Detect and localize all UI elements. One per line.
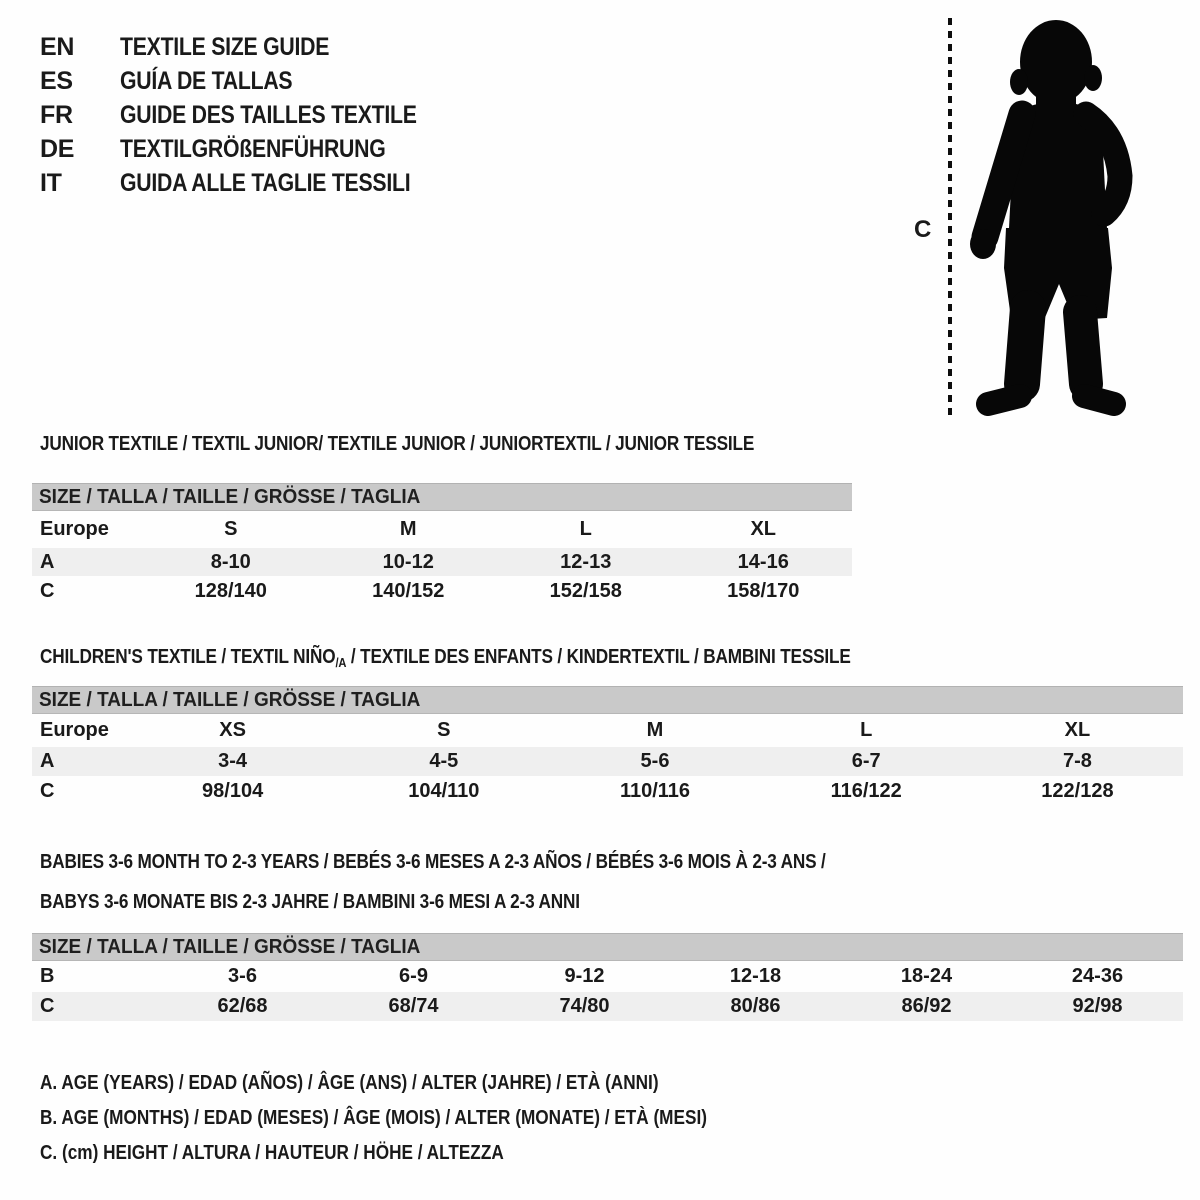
lang-code: ES xyxy=(40,67,73,95)
age-cell: 12-13 xyxy=(560,550,612,573)
row-label: A xyxy=(40,750,55,772)
size-header-bar xyxy=(32,686,1183,714)
height-cell: 116/122 xyxy=(830,780,902,802)
junior-heading-text: JUNIOR TEXTILE / TEXTIL JUNIOR/ TEXTILE JUNIOR / JUNIORTEXTIL / JUNIOR TESSILE xyxy=(40,433,755,455)
table-row-europe xyxy=(32,511,852,548)
height-cell: 128/140 xyxy=(194,580,267,602)
age-cell: 6-7 xyxy=(851,750,881,772)
legend-text-c: C. (cm) HEIGHT / ALTURA / HAUTEUR / HÖHE / ALTEZZA xyxy=(40,1142,504,1164)
size-header-bar xyxy=(32,483,852,511)
size-header-text: SIZE / TALLA / TAILLE / GRÖSSE / TAGLIA xyxy=(39,935,421,958)
table-row-age xyxy=(32,548,852,576)
lang-code: FR xyxy=(40,101,73,129)
children-heading-subscript: /A xyxy=(335,655,347,670)
age-cell: 3-4 xyxy=(218,750,248,772)
row-label: Europe xyxy=(40,518,109,540)
months-cell: 3-6 xyxy=(228,965,257,987)
height-cell: 74/80 xyxy=(559,995,610,1017)
table-row-height xyxy=(32,576,852,607)
age-cell: 4-5 xyxy=(429,750,459,772)
age-cell: 5-6 xyxy=(640,750,670,772)
size-header-text: SIZE / TALLA / TAILLE / GRÖSSE / TAGLIA xyxy=(39,485,421,508)
size-cell: M xyxy=(399,518,417,540)
height-cell: 80/86 xyxy=(730,995,781,1017)
babies-section-heading xyxy=(40,842,954,922)
table-row-months xyxy=(32,961,1183,992)
lang-title: TEXTILGRÖßENFÜHRUNG xyxy=(120,135,386,163)
lang-line-fr xyxy=(40,98,469,132)
months-cell: 12-18 xyxy=(729,965,782,987)
height-cell: 98/104 xyxy=(202,780,264,802)
age-cell: 10-12 xyxy=(382,550,434,573)
children-size-table xyxy=(32,686,1183,807)
lang-code: EN xyxy=(40,33,75,61)
babies-heading-line2: BABYS 3-6 MONATE BIS 2-3 JAHRE / BAMBINI 3-6 MESI A 2-3 ANNI xyxy=(40,891,580,913)
legend-block xyxy=(40,1066,816,1171)
size-cell: XL xyxy=(750,518,777,540)
lang-title: GUIDE DES TAILLES TEXTILE xyxy=(120,101,417,129)
age-cell: 8-10 xyxy=(210,550,251,573)
junior-section-heading xyxy=(40,432,870,456)
height-cell: 140/152 xyxy=(372,580,445,602)
size-header-text: SIZE / TALLA / TAILLE / GRÖSSE / TAGLIA xyxy=(39,688,421,711)
lang-title: TEXTILE SIZE GUIDE xyxy=(120,33,330,61)
height-cell: 110/116 xyxy=(619,780,691,802)
language-title-list xyxy=(40,30,469,200)
babies-heading-line1: BABIES 3-6 MONTH TO 2-3 YEARS / BEBÉS 3-6 MESES A 2-3 AÑOS / BÉBÉS 3-6 MOIS À 2-3 ANS / xyxy=(40,851,826,873)
children-heading-post: / TEXTILE DES ENFANTS / KINDERTEXTIL / BAMBINI TESSILE xyxy=(346,646,851,668)
children-heading-pre: CHILDREN'S TEXTILE / TEXTIL NIÑO xyxy=(40,646,336,668)
legend-text-a: A. AGE (YEARS) / EDAD (AÑOS) / ÂGE (ANS) / ALTER (JAHRE) / ETÀ (ANNI) xyxy=(40,1072,659,1094)
size-cell: S xyxy=(437,719,451,741)
size-cell: L xyxy=(579,518,592,540)
size-header-bar xyxy=(32,933,1183,961)
size-cell: S xyxy=(224,518,238,540)
age-cell: 7-8 xyxy=(1062,750,1092,772)
legend-text-b: B. AGE (MONTHS) / EDAD (MESES) / ÂGE (MOIS) / ALTER (MONATE) / ETÀ (MESI) xyxy=(40,1107,707,1129)
legend-line-b xyxy=(40,1101,816,1136)
height-cell: 152/158 xyxy=(549,580,622,602)
months-cell: 24-36 xyxy=(1071,965,1124,987)
legend-line-c xyxy=(40,1136,816,1171)
lang-line-it xyxy=(40,166,469,200)
legend-line-a xyxy=(40,1066,816,1101)
toddler-silhouette-image xyxy=(962,16,1137,416)
row-label: C xyxy=(40,780,55,802)
children-section-heading xyxy=(40,645,983,675)
row-label: A xyxy=(40,550,55,573)
table-row-europe xyxy=(32,714,1183,747)
children-heading-text xyxy=(40,645,851,675)
lang-title: GUIDA ALLE TAGLIE TESSILI xyxy=(120,169,411,197)
lang-line-en xyxy=(40,30,469,64)
months-cell: 18-24 xyxy=(900,965,953,987)
height-cell: 92/98 xyxy=(1072,995,1123,1017)
height-cell: 158/170 xyxy=(727,580,800,602)
height-dashed-line xyxy=(948,18,952,416)
table-row-height xyxy=(32,776,1183,807)
table-row-height xyxy=(32,992,1183,1021)
age-cell: 14-16 xyxy=(737,550,789,573)
size-cell: XL xyxy=(1064,719,1091,741)
row-label: Europe xyxy=(40,719,109,741)
lang-line-es xyxy=(40,64,469,98)
height-cell: 122/128 xyxy=(1041,780,1114,802)
height-cell: 62/68 xyxy=(217,995,268,1017)
height-cell: 104/110 xyxy=(408,780,480,802)
lang-line-de xyxy=(40,132,469,166)
lang-code: DE xyxy=(40,135,75,163)
junior-size-table xyxy=(32,483,852,607)
babies-size-table xyxy=(32,933,1183,1021)
lang-code: IT xyxy=(40,169,62,197)
row-label: B xyxy=(40,965,55,987)
height-cell: 86/92 xyxy=(901,995,952,1017)
months-cell: 9-12 xyxy=(564,965,605,987)
height-cell: 68/74 xyxy=(388,995,439,1017)
size-cell: XS xyxy=(219,719,246,741)
table-row-age xyxy=(32,747,1183,776)
row-label: C xyxy=(40,580,55,602)
size-cell: M xyxy=(646,719,664,741)
height-measure-label: C xyxy=(914,216,932,243)
months-cell: 6-9 xyxy=(399,965,428,987)
size-cell: L xyxy=(860,719,873,741)
lang-title: GUÍA DE TALLAS xyxy=(120,67,293,95)
row-label: C xyxy=(40,995,55,1017)
